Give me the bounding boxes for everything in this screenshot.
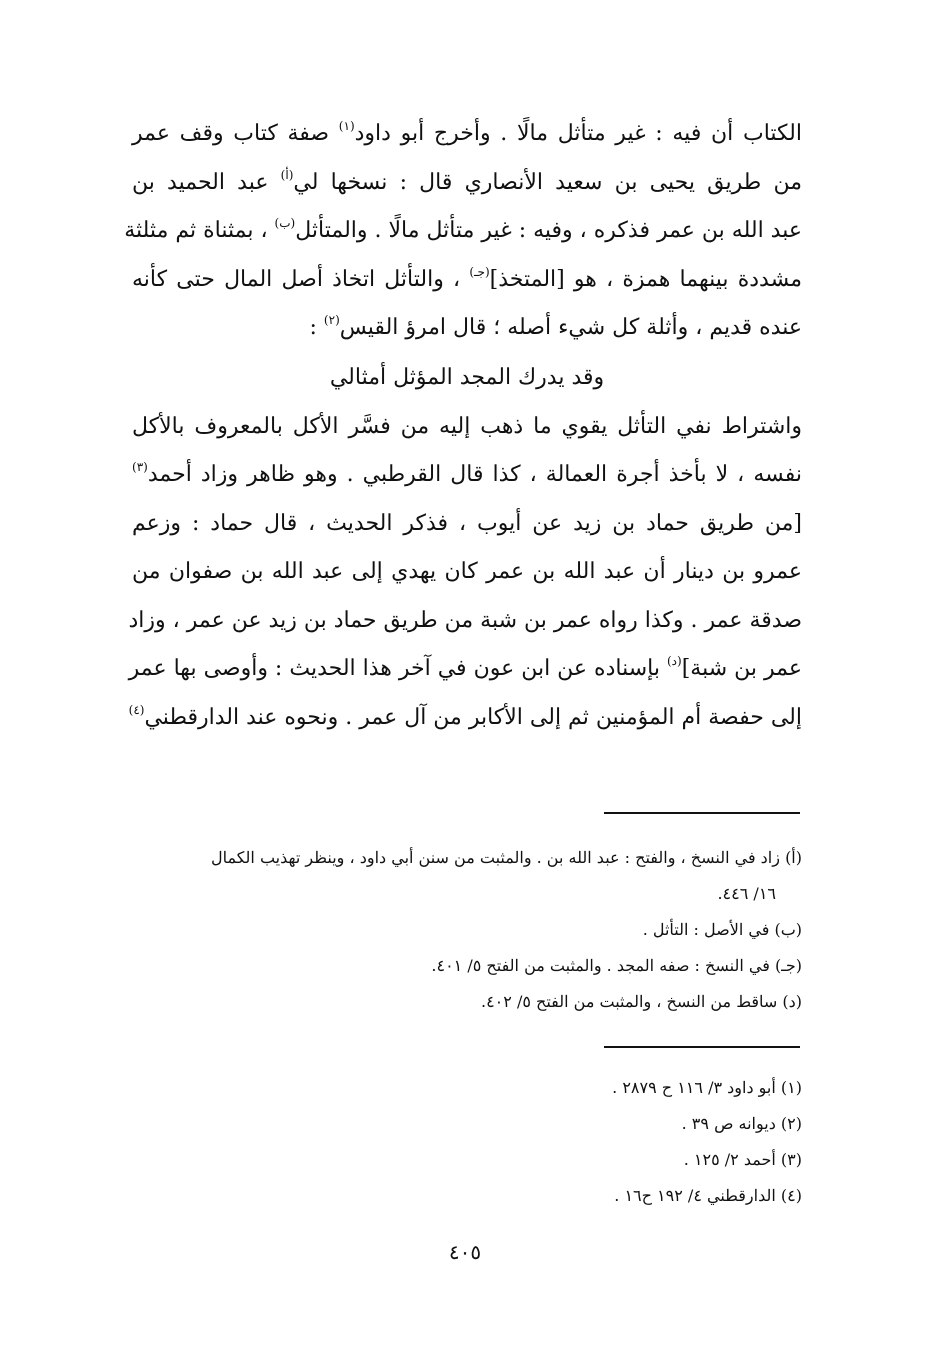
text-line: عمرو بن دينار أن عبد الله بن عمر كان يهدي إلى عبد الله بن صفوان من [132, 559, 802, 584]
footnote: (٣) أحمد ٢/ ١٢٥ . [683, 1150, 802, 1169]
text-line: مشددة بينهما همزة ، هو [المتخذ]$^{(جـ)}$ ، والتأثل اتخاذ أصل المال حتى كأنه [132, 264, 802, 292]
text-line: إلى حفصة أم المؤمنين ثم إلى الأكابر من آل عمر . ونحوه عند الدارقطني$^{(٤)}$ [128, 702, 802, 730]
footnote: (أ) زاد في النسخ ، والفتح : عبد الله بن . والمثبت من سنن أبي داود ، وينظر تهذيب الكمال [210, 848, 802, 867]
poetry-verse: وقد يدرك المجد المؤثل أمثالي [329, 364, 605, 390]
footnote-ref: (جـ) [469, 264, 490, 279]
text-line: عبد الله بن عمر فذكره ، وفيه : غير متأثل مالًا . والمتأثل$^{(ب)}$ ، بمثناة ثم مثلثة [124, 216, 802, 243]
text-line: واشتراط نفي التأثل يقوي ما ذهب إليه من فسَّر الأكل بالمعروف بالأكل [132, 413, 802, 439]
footnote: (د) ساقط من النسخ ، والمثبت من الفتح ٥/ ٤٠٢. [480, 992, 802, 1011]
footnote-ref: (د) [666, 654, 682, 668]
footnote-divider [604, 1046, 800, 1048]
footnote-ref: (٢) [323, 313, 340, 327]
footnote-ref: (أ) [280, 167, 294, 182]
footnote: (١) أبو داود ٣/ ١١٦ ح ٢٨٧٩ . [612, 1078, 802, 1097]
page-number: ٤٠٥ [448, 1240, 482, 1264]
footnote-ref: (٣) [132, 460, 148, 474]
text-line: صدقة عمر . وكذا رواه عمر بن شبة من طريق حماد بن زيد عن عمر ، وزاد [128, 607, 802, 633]
footnote-divider [604, 812, 800, 814]
main-text [124, 110, 802, 742]
footnote: (جـ) في النسخ : صفه المجد . والمثبت من الفتح ٥/ ٤٠١. [431, 956, 802, 975]
text-line: [من طريق حماد بن زيد عن أيوب ، فذكر الحديث ، قال حماد : وزعم [132, 510, 802, 536]
text-line: من طريق يحيى بن سعيد الأنصاري قال : نسخها لي$^{(أ)}$ عبد الحميد بن [132, 167, 802, 195]
footnote-ref: (١) [338, 119, 355, 133]
text-line: نفسه ، لا بأخذ أجرة العمالة ، كذا قال القرطبي . وهو ظاهر وزاد أحمد$^{(٣)}$ [132, 460, 802, 487]
footnote-ref: (٤) [128, 702, 145, 717]
footnote: ١٦/ ٤٤٦. [717, 884, 776, 903]
footnote: (٤) الدارقطني ٤/ ١٩٢ ح١٦ . [614, 1186, 802, 1205]
source-notes [136, 1070, 802, 1214]
variant-notes [136, 840, 802, 1020]
text-line: الكتاب أن فيه : غير متأثل مالًا . وأخرج أبو داود$^{(١)}$ صفة كتاب وقف عمر [132, 119, 802, 146]
text-line: عمر بن شبة]$^{(د)}$ بإسناده عن ابن عون في آخر هذا الحديث : وأوصى بها عمر [128, 654, 802, 681]
footnote: (٢) ديوانه ص ٣٩ . [681, 1114, 802, 1133]
text-line: عنده قديم ، وأثلة كل شيء أصله ؛ قال امرؤ القيس$^{(٢)}$ : [309, 313, 802, 340]
footnote: (ب) في الأصل : التأثل . [642, 920, 802, 939]
footnote-ref: (ب) [274, 216, 296, 230]
